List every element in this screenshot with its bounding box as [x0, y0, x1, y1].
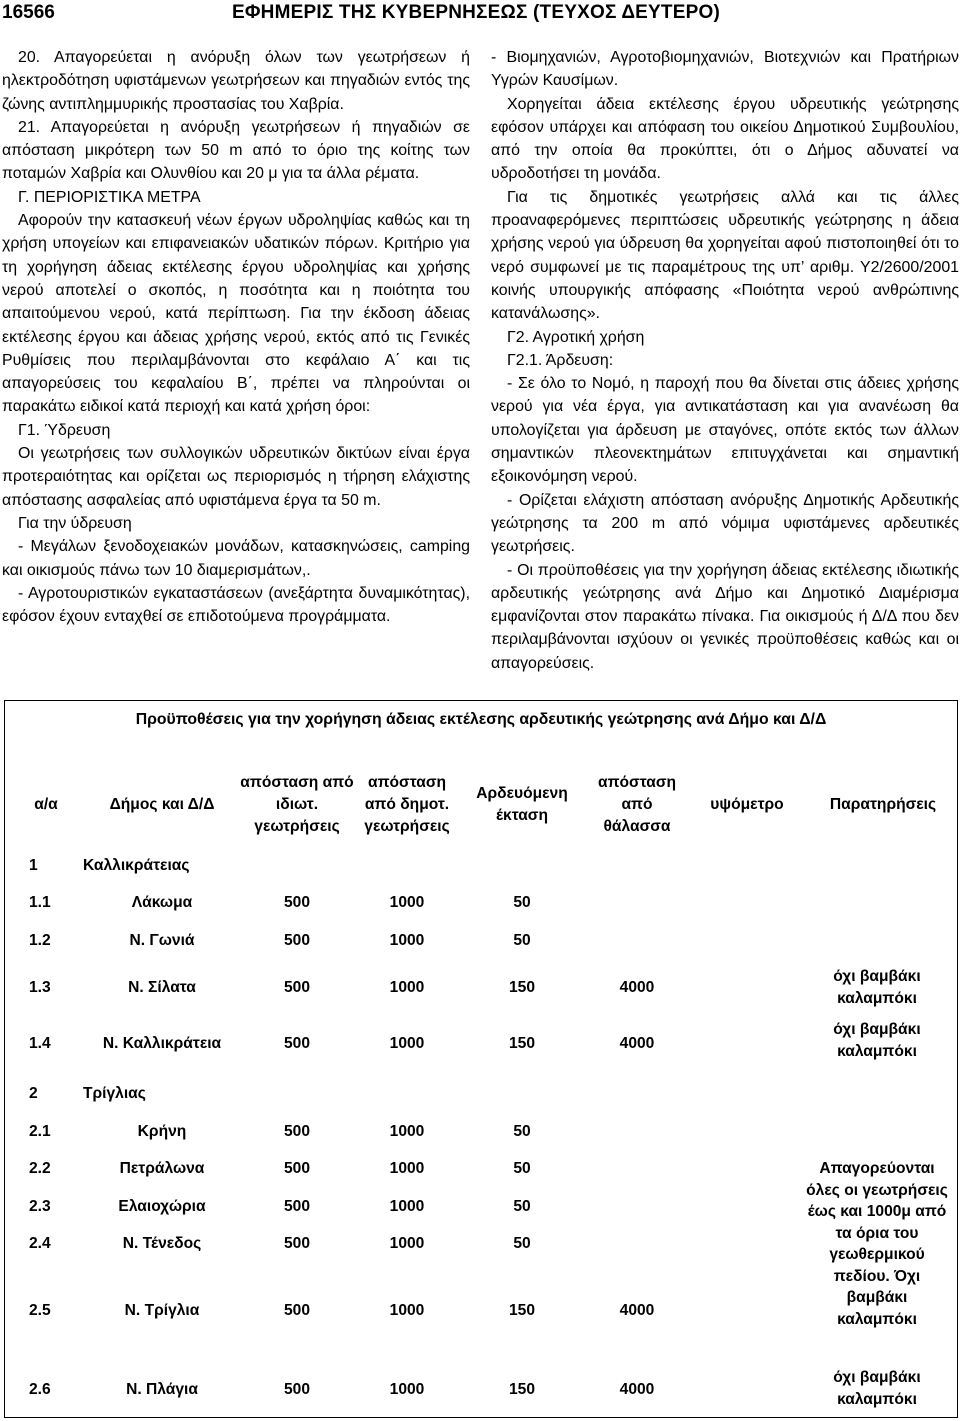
conditions-table [4, 700, 958, 1418]
cell-irrigated-area: 50 [513, 1160, 531, 1177]
cell-aa: 2.4 [29, 1235, 51, 1252]
cell-sea-distance: 4000 [619, 979, 655, 996]
cell-private-distance: 500 [283, 1160, 311, 1177]
page-number: 16566 [2, 2, 55, 23]
paragraph-restrictive-measures: Αφορούν την κατασκευή νέων έργων υδροληψίας καθώς και τη χρήση υπογείων και επιφανειακών υδατικών πόρων. Κριτήριο για τη χορήγηση άδειας εκτέλεσης έργου υδροληψίας και χρήσης νερού αποτελεί ο σκοπός, η ποσότητα και η ποιότητα του απαιτούμενου νερού, κατά περίπτωση. Για την έκδοση άδειας εκτέλεσης έργου και άδειας χρήσης νερού, εκτός από τις Γενικές Ρυθμίσεις που περιλαμβάνονται στο κεφάλαιο Α΄ και τις απαγορεύσεις του κεφαλαίου Β΄, πρέπει να πληρούνται οι παρακάτω ειδικοί κατά περιοχή και κατά χρήση όροι: [2, 212, 470, 416]
heading-restrictive-measures: Γ. ΠΕΡΙΟΡΙΣΤΙΚΑ ΜΕΤΡΑ [18, 188, 201, 206]
page-header [0, 2, 960, 28]
cell-municipal-distance: 1000 [389, 1035, 425, 1052]
heading-water-supply: Γ1. Ύδρευση [18, 421, 111, 439]
cell-irrigated-area: 150 [508, 1035, 536, 1052]
cell-sea-distance: 4000 [619, 1035, 655, 1052]
cell-municipality: Καλλικράτειας [83, 857, 190, 874]
header-irrigated-area: Αρδευόμενη έκταση [476, 785, 568, 824]
paragraph-conditions: - Οι προϋποθέσεις για την χορήγηση άδειας εκτέλεσης ιδιωτικής αρδευτικής γεώτρησης ανά Δήμο και Δημοτικό Διαμέρισμα εμφανίζονται στον παρακάτω πίνακα. Για οικισμούς ή Δ/Δ που δεν περιλαμβάνονται ισχύουν οι γενικές προϋποθέσεις καθώς και οι απαγορεύσεις. [491, 561, 959, 672]
bullet-hotels: - Μεγάλων ξενοδοχειακών μονάδων, κατασκηνώσεις, camping και οικισμούς πάνω των 10 διαμερισμάτων,. [2, 538, 470, 579]
cell-irrigated-area: 50 [513, 894, 531, 911]
paragraph-water-supply: Οι γεωτρήσεις των συλλογικών υδρευτικών δικτύων είναι έργα προτεραιότητας και ορίζεται ως περιορισμός η τήρηση ελάχιστης απόστασης ασφαλείας από υφιστάμενα έργα τα 50 m. [2, 445, 470, 509]
paragraph-municipal-wells: Για τις δημοτικές γεωτρήσεις αλλά και τις άλλες προαναφερόμενες περιπτώσεις υδρευτικής γεώτρησης η άδεια χρήσης νερού για ύδρευση θα χορηγείται αφού πιστοποιηθεί ότι το νερό συμφωνεί με τις παραμέτρους της υπ’ αριθμ. Υ2/2600/2001 κοινής υπουργικής απόφασης «Ποιότητα νερού ανθρώπινης κατανάλωσης». [491, 188, 959, 323]
cell-municipal-distance: 1000 [389, 894, 425, 911]
cell-private-distance: 500 [283, 1123, 311, 1140]
cell-irrigated-area: 150 [508, 1381, 536, 1398]
header-altitude: υψόμετρο [710, 796, 784, 813]
cell-municipal-distance: 1000 [389, 1160, 425, 1177]
cell-private-distance: 500 [283, 979, 311, 996]
cell-sea-distance: 4000 [619, 1381, 655, 1398]
heading-agricultural-use: Γ2. Αγροτική χρήση [507, 328, 645, 346]
cell-sea-distance: 4000 [619, 1302, 655, 1319]
cell-irrigated-area: 150 [508, 1302, 536, 1319]
cell-municipality: Ν. Πλάγια [126, 1381, 198, 1398]
cell-municipal-distance: 1000 [389, 932, 425, 949]
table-caption: Προϋποθέσεις για την χορήγηση άδειας εκτέλεσης αρδευτικής γεώτρησης ανά Δήμο και Δ/Δ [135, 711, 827, 728]
cell-remarks: όχι βαμβάκι καλαμπόκι [833, 968, 921, 1007]
cell-municipality: Ν. Τένεδος [122, 1235, 202, 1252]
header-remarks: Παρατηρήσεις [829, 796, 937, 813]
cell-municipal-distance: 1000 [389, 1198, 425, 1215]
header-municipality: Δήμος και Δ/Δ [109, 796, 215, 813]
merged-remarks: Απαγορεύονται όλες οι γεωτρήσεις έως και 1000μ από τα όρια του γεωθερμικού πεδίου. Όχι βαμβάκι καλαμπόκι [806, 1160, 948, 1328]
cell-municipal-distance: 1000 [389, 1302, 425, 1319]
cell-municipality: Λάκωμα [131, 894, 193, 911]
cell-remarks: όχι βαμβάκι καλαμπόκι [833, 1369, 921, 1408]
cell-aa: 2.6 [29, 1381, 51, 1398]
cell-private-distance: 500 [283, 1302, 311, 1319]
cell-municipality: Ν. Γωνιά [129, 932, 195, 949]
cell-irrigated-area: 50 [513, 1123, 531, 1140]
cell-irrigated-area: 150 [508, 979, 536, 996]
cell-aa: 2 [29, 1085, 38, 1102]
cell-aa: 1.3 [29, 979, 51, 996]
cell-private-distance: 500 [283, 1035, 311, 1052]
cell-aa: 1 [29, 857, 38, 874]
paragraph-21: 21. Απαγορεύεται η ανόρυξη γεωτρήσεων ή πηγαδιών σε απόσταση μικρότερη των 50 m από το όριο της κοίτης των ποταμών Χαβρία και Ολυνθίου και 20 μ για τα άλλα ρέματα. [2, 118, 470, 183]
cell-municipality: Ν. Σίλατα [128, 979, 196, 996]
cell-municipal-distance: 1000 [389, 1123, 425, 1140]
right-column [491, 46, 959, 675]
cell-private-distance: 500 [283, 932, 311, 949]
cell-municipal-distance: 1000 [389, 1381, 425, 1398]
cell-irrigated-area: 50 [513, 1198, 531, 1215]
cell-private-distance: 500 [283, 1381, 311, 1398]
cell-irrigated-area: 50 [513, 1235, 531, 1252]
cell-aa: 2.5 [29, 1302, 51, 1319]
cell-aa: 1.1 [29, 894, 51, 911]
cell-aa: 1.2 [29, 932, 51, 949]
paragraph-irrigation-flow: - Σε όλο το Νομό, η παροχή που θα δίνεται στις άδειες χρήσης νερού για νέα έργα, για αντικατάσταση και για ανανέωση θα υπολογίζεται για άρδευση με σταγόνες, οπότε εκτός των άλλων σημαντικών πλεονεκτημάτων επιτυγχάνεται και σημαντική εξοικονόμηση νερού. [491, 375, 959, 486]
cell-municipal-distance: 1000 [389, 1235, 425, 1252]
paragraph-20: 20. Απαγορεύεται η ανόρυξη όλων των γεωτρήσεων ή ηλεκτροδότηση υφιστάμενων γεωτρήσεων και πηγαδιών εντός της ζώνης αντιπλημμυρικής προστασίας του Χαβρία. [2, 49, 470, 113]
header-municipal-distance: απόσταση από δημοτ. γεωτρήσεις [364, 774, 450, 835]
cell-municipality: Ν. Τρίγλια [124, 1302, 200, 1319]
bullet-industries: - Βιομηχανιών, Αγροτοβιομηχανιών, Βιοτεχνιών και Πρατήριων Υγρών Καυσίμων. [491, 49, 959, 90]
cell-municipality: Κρήνη [137, 1123, 187, 1140]
cell-private-distance: 500 [283, 894, 311, 911]
cell-irrigated-area: 50 [513, 932, 531, 949]
cell-aa: 2.1 [29, 1123, 51, 1140]
heading-irrigation: Γ2.1. Άρδευση: [507, 351, 614, 369]
cell-private-distance: 500 [283, 1198, 311, 1215]
cell-municipality: Ελαιοχώρια [118, 1198, 206, 1215]
paragraph-for-water-supply: Για την ύδρευση [18, 514, 132, 532]
cell-municipality: Πετράλωνα [119, 1160, 205, 1177]
header-sea-distance: απόσταση από θάλασσα [597, 774, 677, 835]
header-aa: α/α [34, 796, 58, 813]
cell-aa: 2.2 [29, 1160, 51, 1177]
cell-remarks: όχι βαμβάκι καλαμπόκι [833, 1021, 921, 1060]
cell-aa: 2.3 [29, 1198, 51, 1215]
cell-aa: 1.4 [29, 1035, 51, 1052]
left-column [2, 46, 470, 628]
paragraph-permit-municipal: Χορηγείται άδεια εκτέλεσης έργου υδρευτικής γεώτρησης εφόσον υπάρχει και απόφαση του οικείου Δημοτικού Συμβουλίου, από την οποία θα προκύπτει, ότι ο Δήμος αδυνατεί να υδροδοτήσει τη μονάδα. [491, 95, 959, 183]
cell-municipality: Τρίγλιας [83, 1085, 146, 1102]
cell-private-distance: 500 [283, 1235, 311, 1252]
paragraph-min-distance: - Ορίζεται ελάχιστη απόσταση ανόρυξης Δημοτικής Αρδευτικής γεώτρησης τα 200 m από νόμιμα υφιστάμενες αρδευτικές γεωτρήσεις. [491, 491, 959, 556]
bullet-agrotourism: - Αγροτουριστικών εγκαταστάσεων (ανεξάρτητα δυναμικότητας), εφόσον έχουν ενταχθεί σε επιδοτούμενα προγράμματα. [2, 584, 470, 626]
header-private-distance: απόσταση από ιδιωτ. γεωτρήσεις [240, 774, 354, 835]
gazette-title: ΕΦΗΜΕΡΙΣ ΤΗΣ ΚΥΒΕΡΝΗΣΕΩΣ (ΤΕΥΧΟΣ ΔΕΥΤΕΡΟ) [232, 2, 720, 23]
cell-municipality: Ν. Καλλικράτεια [102, 1035, 222, 1052]
cell-municipal-distance: 1000 [389, 979, 425, 996]
